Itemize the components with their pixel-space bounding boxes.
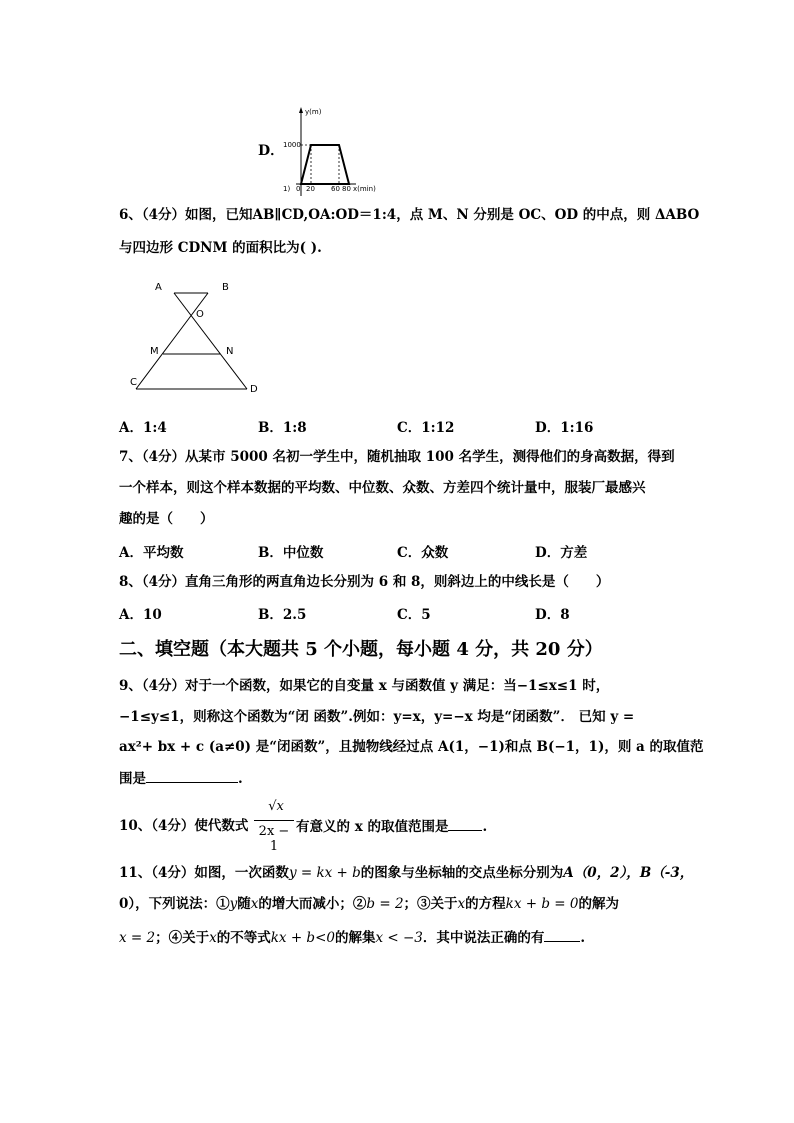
q11-l3-eq3: x < −3 [375, 930, 423, 946]
q5-x-axis-label: x(min) [353, 185, 376, 193]
q6-label-a: A [155, 282, 162, 293]
q7-option-a[interactable]: A．平均数 [119, 545, 184, 561]
q7-line-1: 7、（4分）从某市 5000 名初一学生中，随机抽取 100 名学生，测得他们的身高数据，得到 [119, 449, 675, 465]
q11-l2-d: ；③关于 [403, 896, 458, 912]
q5-x-tick-0: 0 [296, 185, 301, 193]
q11-l3-eq2: kx + b<0 [270, 930, 335, 946]
q8-option-b[interactable]: B．2.5 [258, 607, 307, 623]
q6-label-b: B [222, 282, 229, 293]
q11-l3-d: ．其中说法正确的有 [422, 930, 545, 946]
q11-l2-eq1: b = 2 [366, 896, 404, 912]
q10-denominator: 2x − 1 [258, 824, 290, 854]
q6-label-c: C [130, 377, 137, 388]
q6-option-c[interactable]: C．1:12 [397, 420, 455, 436]
q10-prefix: 10、（4分）使代数式 [119, 818, 249, 834]
section-2-title: 二、填空题（本大题共 5 个小题，每小题 4 分，共 20 分） [119, 639, 603, 660]
q5-y-arrow [299, 107, 303, 113]
q9-line-2: −1≤y≤1，则称这个函数为“闭 函数”.例如：y=x，y=−x 均是“闭函数”． 已知 y = [119, 709, 635, 725]
q11-l1-b: 的图象与坐标轴的交点坐标分别为 [360, 865, 564, 881]
q7-option-c[interactable]: C．众数 [397, 545, 449, 561]
q7-line-2: 一个样本，则这个样本数据的平均数、中位数、众数、方差四个统计量中，服装厂最感兴 [119, 480, 646, 496]
q5-origin-mark: 1) [283, 185, 291, 193]
q5-option-d-label: D． [258, 143, 285, 159]
q9-line-3: ax²+ bx + c (a≠0) 是“闭函数”，且抛物线经过点 A(1，−1)和点 B(−1，1)，则 a 的取值范 [119, 739, 704, 755]
q6-option-a[interactable]: A．1:4 [119, 420, 167, 436]
q6-label-m: M [150, 346, 159, 357]
q7-option-b[interactable]: B．中位数 [258, 545, 324, 561]
q11-l1-eq: y = kx + b [288, 865, 361, 881]
q6-option-b[interactable]: B．1:8 [258, 420, 307, 436]
q11-l3-x: x [209, 930, 217, 946]
q8-option-c[interactable]: C．5 [397, 607, 431, 623]
q10-suffix: 有意义的 x 的取值范围是 [296, 819, 449, 835]
q11-l3-eq1: x = 2 [119, 930, 156, 946]
q9-line-1: 9、（4分）对于一个函数，如果它的自变量 x 与函数值 y 满足：当−1≤x≤1 时， [119, 678, 610, 694]
q9-line-4 [119, 768, 243, 789]
q10-answer-blank[interactable] [448, 816, 482, 831]
q9-line-4-end: . [238, 771, 243, 787]
q8-option-a[interactable]: A．10 [119, 607, 162, 623]
q5-x-tick-60: 60 [331, 185, 340, 193]
q11-l2-a: 0），下列说法：① [119, 896, 230, 912]
q11-l2-x: x [250, 896, 259, 912]
q6-label-n: N [226, 346, 234, 357]
q11-l2-f: 的解为 [578, 896, 619, 912]
q11-l3-c: 的解集 [334, 930, 376, 946]
q6-figure [126, 282, 276, 398]
q11-l1-a: 11、（4分）如图，一次函数 [119, 865, 289, 881]
q8-line-1: 8、（4分）直角三角形的两直角边长分别为 6 和 8，则斜边上的中线长是（ ） [119, 574, 610, 590]
q10-fraction-bar [254, 820, 294, 821]
q10-suffix-line [296, 816, 487, 837]
q11-answer-blank[interactable] [544, 927, 580, 942]
q11-line-2 [119, 894, 619, 914]
q10-end: . [482, 819, 488, 835]
q6-option-d[interactable]: D．1:16 [535, 420, 594, 436]
q11-line-1 [119, 863, 693, 883]
q5-x-tick-20: 20 [306, 185, 315, 193]
q11-l2-b: 随 [237, 896, 251, 912]
q6-line-2: 与四边形 CDNM 的面积比为( ). [119, 240, 322, 256]
q11-l2-c: 的增大而减小；② [258, 896, 367, 912]
q6-line-1: 6、（4分）如图，已知AB∥CD,OA:OD＝1:4，点 M、N 分别是 OC、OD 的中点，则 ΔABO [119, 207, 700, 223]
q9-answer-blank[interactable] [146, 768, 238, 783]
q10-numerator: √x [268, 799, 284, 814]
q5-path [301, 145, 349, 184]
q7-option-d[interactable]: D．方差 [535, 545, 588, 561]
q9-line-4-text: 围是 [119, 771, 146, 787]
q11-l3-a: ；④关于 [155, 930, 210, 946]
q6-label-d: D [250, 384, 258, 395]
q5-x-tick-80: 80 [342, 185, 351, 193]
q11-l1-pa: A（0，2）， [563, 865, 640, 881]
q11-l1-pb: B（-3， [639, 865, 694, 881]
q6-label-o: O [196, 309, 204, 320]
q11-l2-x2: x [457, 896, 466, 912]
q5-y-tick: 1000 [283, 141, 301, 149]
q7-line-3: 趣的是（ ） [119, 511, 214, 527]
q11-l2-y: y [229, 896, 238, 912]
q8-option-d[interactable]: D．8 [535, 607, 570, 623]
q11-l3-b: 的不等式 [216, 930, 271, 946]
q11-line-3 [119, 927, 585, 948]
q11-l2-e: 的方程 [465, 896, 506, 912]
q5-y-axis-label: y(m) [305, 108, 322, 116]
q11-l2-eq2: kx + b = 0 [505, 896, 579, 912]
q11-l3-end: . [580, 930, 586, 946]
